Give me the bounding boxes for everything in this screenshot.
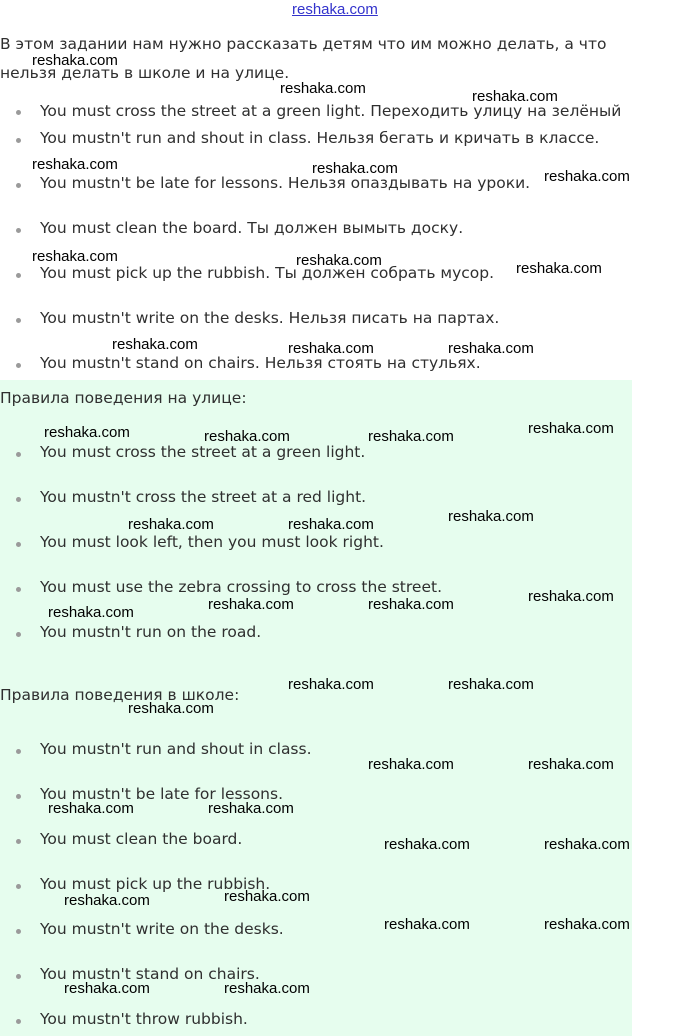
- street-rules-heading: Правила поведения на улице:: [0, 389, 247, 407]
- watermark: reshaka.com: [208, 800, 294, 817]
- bullet-icon: [16, 884, 21, 889]
- bullet-icon: [16, 749, 21, 754]
- watermark: reshaka.com: [516, 260, 602, 277]
- watermark: reshaka.com: [224, 980, 310, 997]
- bullet-icon: [16, 110, 21, 115]
- bullet-icon: [16, 632, 21, 637]
- bullet-icon: [16, 974, 21, 979]
- intro-paragraph: В этом задании нам нужно рассказать детям что им можно делать, а что нельзя делать в школе и на улице.: [0, 35, 607, 82]
- watermark: reshaka.com: [384, 836, 470, 853]
- list-item: You mustn't run and shout in class. Нельзя бегать и кричать в классе.: [40, 129, 600, 147]
- watermark: reshaka.com: [448, 676, 534, 693]
- list-item: You mustn't cross the street at a red light.: [40, 488, 367, 506]
- bullet-icon: [16, 1019, 21, 1024]
- watermark: reshaka.com: [528, 420, 614, 437]
- list-item: You mustn't be late for lessons.: [40, 785, 283, 803]
- list-item: You must cross the street at a green light.: [40, 443, 366, 461]
- bullet-icon: [16, 363, 21, 368]
- list-item: You mustn't write on the desks. Нельзя писать на партах.: [40, 309, 500, 327]
- watermark: reshaka.com: [288, 676, 374, 693]
- school-rules-heading: Правила поведения в школе:: [0, 686, 240, 704]
- list-item: You mustn't be late for lessons. Нельзя опаздывать на уроки.: [40, 174, 531, 192]
- bullet-icon: [16, 452, 21, 457]
- watermark: reshaka.com: [288, 516, 374, 533]
- list-item: You must cross the street at a green light. Переходить улицу на зелёный: [40, 102, 622, 120]
- bullet-icon: [16, 497, 21, 502]
- list-item: You must clean the board. Ты должен вымыть доску.: [40, 219, 464, 237]
- bullet-icon: [16, 228, 21, 233]
- watermark: reshaka.com: [64, 980, 150, 997]
- watermark: reshaka.com: [368, 428, 454, 445]
- watermark: reshaka.com: [472, 88, 558, 105]
- watermark: reshaka.com: [288, 340, 374, 357]
- list-item: You must clean the board.: [40, 830, 243, 848]
- watermark: reshaka.com: [112, 336, 198, 353]
- list-item: You mustn't throw rubbish.: [40, 1010, 248, 1028]
- watermark: reshaka.com: [384, 916, 470, 933]
- watermark: reshaka.com: [312, 160, 398, 177]
- site-link[interactable]: reshaka.com: [292, 1, 378, 18]
- watermark: reshaka.com: [32, 248, 118, 265]
- bullet-icon: [16, 794, 21, 799]
- bullet-icon: [16, 929, 21, 934]
- watermark: reshaka.com: [544, 916, 630, 933]
- watermark: reshaka.com: [32, 156, 118, 173]
- watermark: reshaka.com: [296, 252, 382, 269]
- list-item: You mustn't stand on chairs.: [40, 965, 260, 983]
- watermark: reshaka.com: [368, 596, 454, 613]
- watermark: reshaka.com: [48, 604, 134, 621]
- watermark: reshaka.com: [208, 596, 294, 613]
- list-item: You must pick up the rubbish. Ты должен собрать мусор.: [40, 264, 495, 282]
- watermark: reshaka.com: [368, 756, 454, 773]
- watermark: reshaka.com: [128, 516, 214, 533]
- bullet-icon: [16, 542, 21, 547]
- watermark: reshaka.com: [528, 588, 614, 605]
- watermark: reshaka.com: [224, 888, 310, 905]
- watermark: reshaka.com: [32, 52, 118, 69]
- watermark: reshaka.com: [544, 168, 630, 185]
- watermark: reshaka.com: [64, 892, 150, 909]
- list-item: You mustn't run and shout in class.: [40, 740, 312, 758]
- watermark: reshaka.com: [528, 756, 614, 773]
- bullet-icon: [16, 587, 21, 592]
- list-item: You must pick up the rubbish.: [40, 875, 271, 893]
- list-item: You must look left, then you must look right.: [40, 533, 384, 551]
- watermark: reshaka.com: [544, 836, 630, 853]
- watermark: reshaka.com: [128, 700, 214, 717]
- list-item: You must use the zebra crossing to cross the street.: [40, 578, 442, 596]
- watermark: reshaka.com: [204, 428, 290, 445]
- list-item: You mustn't stand on chairs. Нельзя стоять на стульях.: [40, 354, 481, 372]
- watermark: reshaka.com: [448, 508, 534, 525]
- watermark: reshaka.com: [448, 340, 534, 357]
- list-item: You mustn't run on the road.: [40, 623, 262, 641]
- bullet-icon: [16, 138, 21, 143]
- bullet-icon: [16, 318, 21, 323]
- bullet-icon: [16, 183, 21, 188]
- list-item: You mustn't write on the desks.: [40, 920, 284, 938]
- bullet-icon: [16, 273, 21, 278]
- watermark: reshaka.com: [280, 80, 366, 97]
- watermark: reshaka.com: [48, 800, 134, 817]
- watermark: reshaka.com: [44, 424, 130, 441]
- bullet-icon: [16, 839, 21, 844]
